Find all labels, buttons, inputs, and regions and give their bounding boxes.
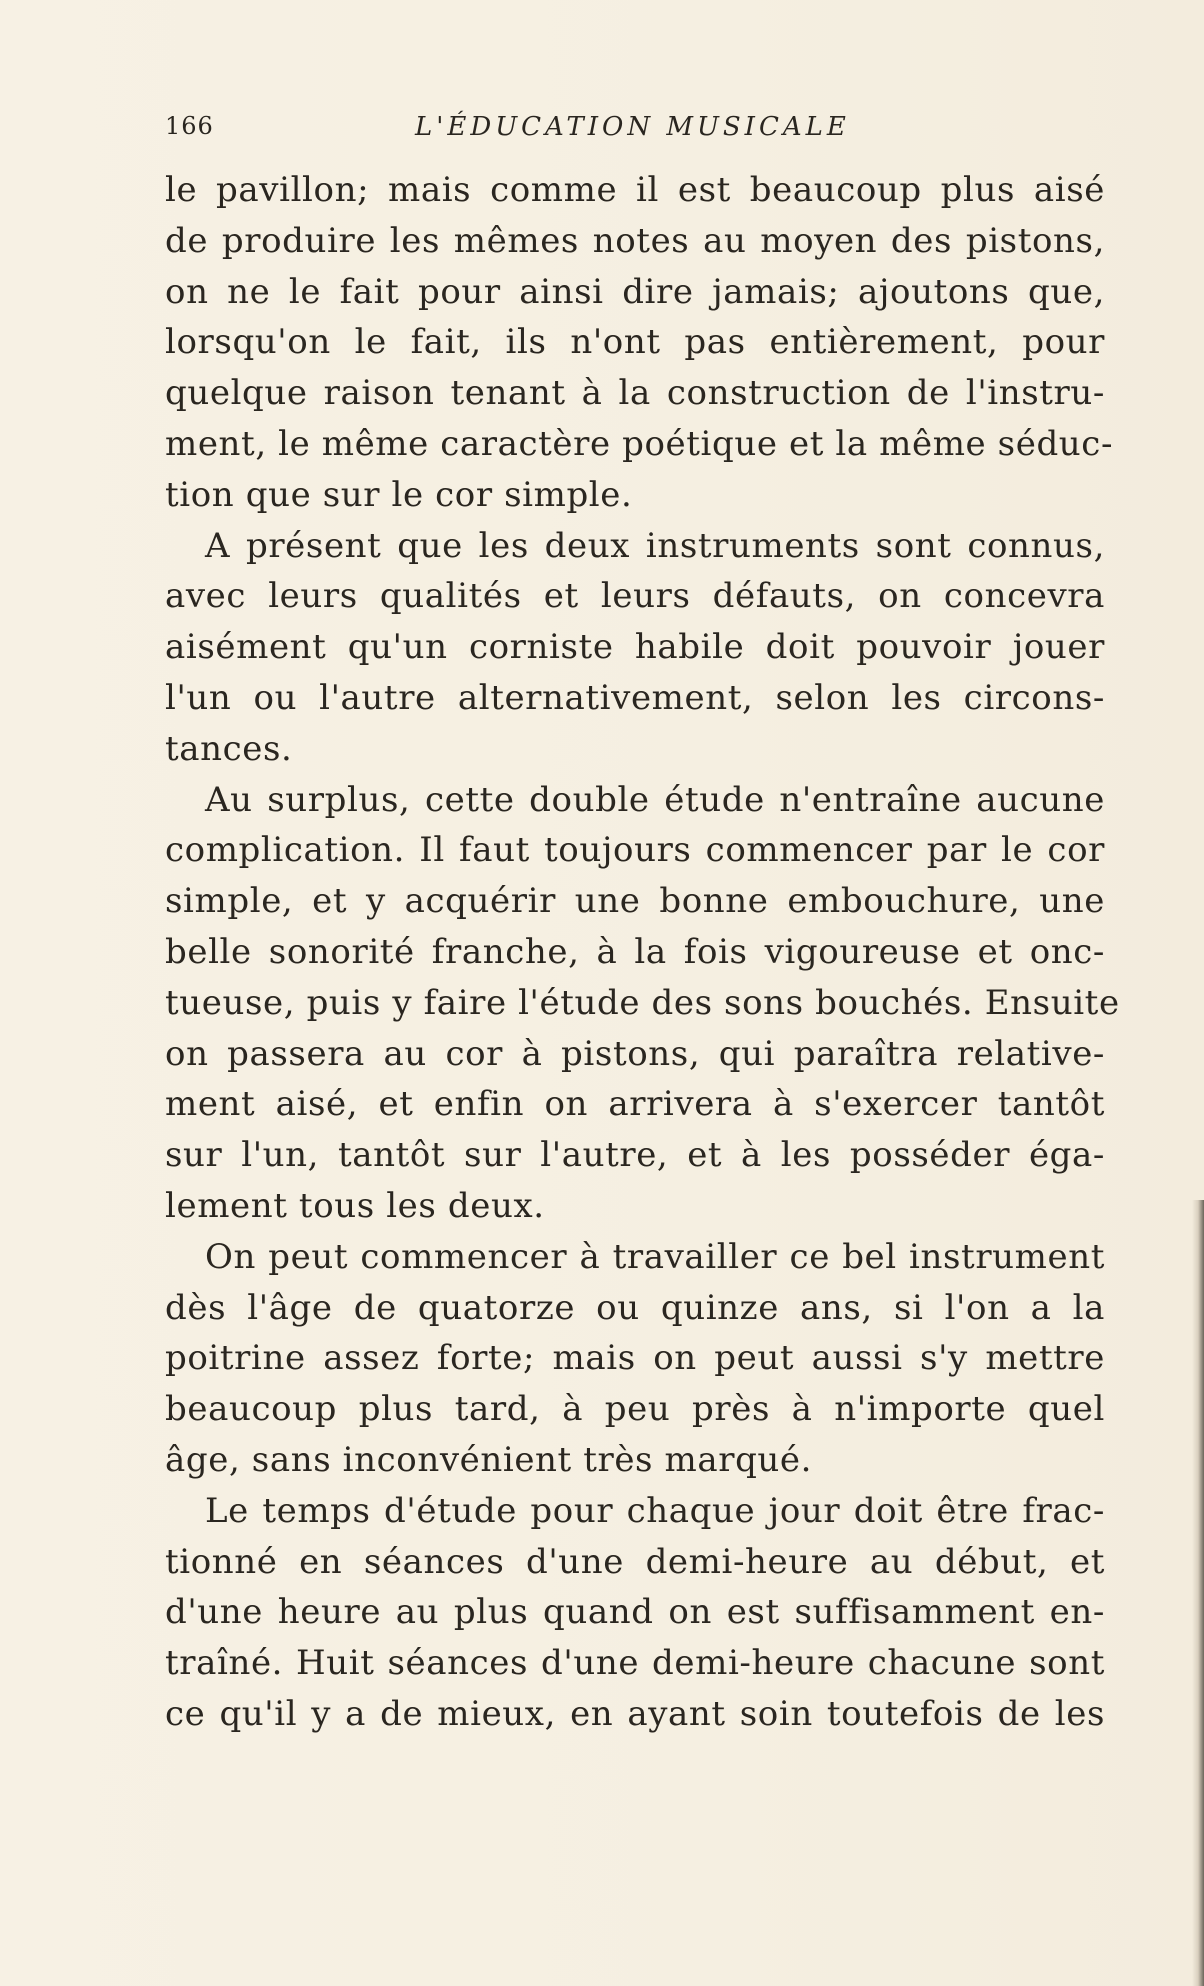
- text-line: belle sonorité franche, à la fois vigoureuse et onc-: [165, 931, 1105, 972]
- page-number: 166: [165, 112, 214, 140]
- text-line: ment, le même caractère poétique et la même séduc-: [165, 423, 1114, 464]
- text-line: l'un ou l'autre alternativement, selon les circons-: [165, 677, 1105, 718]
- text-line: aisément qu'un corniste habile doit pouvoir jouer: [165, 627, 1105, 668]
- text-line: âge, sans inconvénient très marqué.: [165, 1439, 813, 1480]
- text-line: on passera au cor à pistons, qui paraîtra relative-: [165, 1033, 1105, 1074]
- text-line: complication. Il faut toujours commencer par le cor: [165, 830, 1105, 871]
- text-line: Au surplus, cette double étude n'entraîne aucune: [205, 779, 1105, 820]
- text-line: d'une heure au plus quand on est suffisamment en-: [165, 1592, 1105, 1633]
- text-line: beaucoup plus tard, à peu près à n'importe quel: [165, 1389, 1105, 1430]
- text-line: ment aisé, et enfin on arrivera à s'exercer tantôt: [165, 1084, 1105, 1125]
- page-header: [165, 112, 1105, 152]
- text-line: dès l'âge de quatorze ou quinze ans, si l'on a la: [165, 1287, 1105, 1328]
- text-line: poitrine assez forte; mais on peut aussi s'y mettre: [165, 1338, 1105, 1379]
- text-line: lement tous les deux.: [165, 1185, 545, 1226]
- running-title: L'ÉDUCATION MUSICALE: [415, 112, 850, 142]
- body-text: [165, 165, 1120, 1740]
- text-line: tionné en séances d'une demi-heure au début, et: [165, 1541, 1105, 1582]
- text-line: tion que sur le cor simple.: [165, 474, 633, 515]
- page-edge-shadow: [1192, 1200, 1204, 1986]
- text-line: avec leurs qualités et leurs défauts, on concevra: [165, 576, 1105, 617]
- text-line: ce qu'il y a de mieux, en ayant soin toutefois de les: [165, 1693, 1105, 1734]
- text-line: quelque raison tenant à la construction de l'instru-: [165, 373, 1105, 414]
- text-line: A présent que les deux instruments sont connus,: [205, 525, 1105, 566]
- text-line: simple, et y acquérir une bonne embouchure, une: [165, 881, 1105, 922]
- text-line: le pavillon; mais comme il est beaucoup plus aisé: [165, 170, 1105, 210]
- text-line: on ne le fait pour ainsi dire jamais; ajoutons que,: [165, 271, 1105, 312]
- text-line: tances.: [165, 728, 293, 769]
- text-line: On peut commencer à travailler ce bel instrument: [205, 1236, 1105, 1277]
- text-line: Le temps d'étude pour chaque jour doit être frac-: [205, 1490, 1105, 1531]
- text-line: traîné. Huit séances d'une demi-heure chacune sont: [165, 1643, 1105, 1684]
- text-line: tueuse, puis y faire l'étude des sons bouchés. Ensuite: [165, 982, 1120, 1023]
- text-line: lorsqu'on le fait, ils n'ont pas entièrement, pour: [165, 322, 1105, 363]
- text-line: de produire les mêmes notes au moyen des pistons,: [165, 220, 1105, 261]
- text-line: sur l'un, tantôt sur l'autre, et à les posséder éga-: [165, 1135, 1105, 1176]
